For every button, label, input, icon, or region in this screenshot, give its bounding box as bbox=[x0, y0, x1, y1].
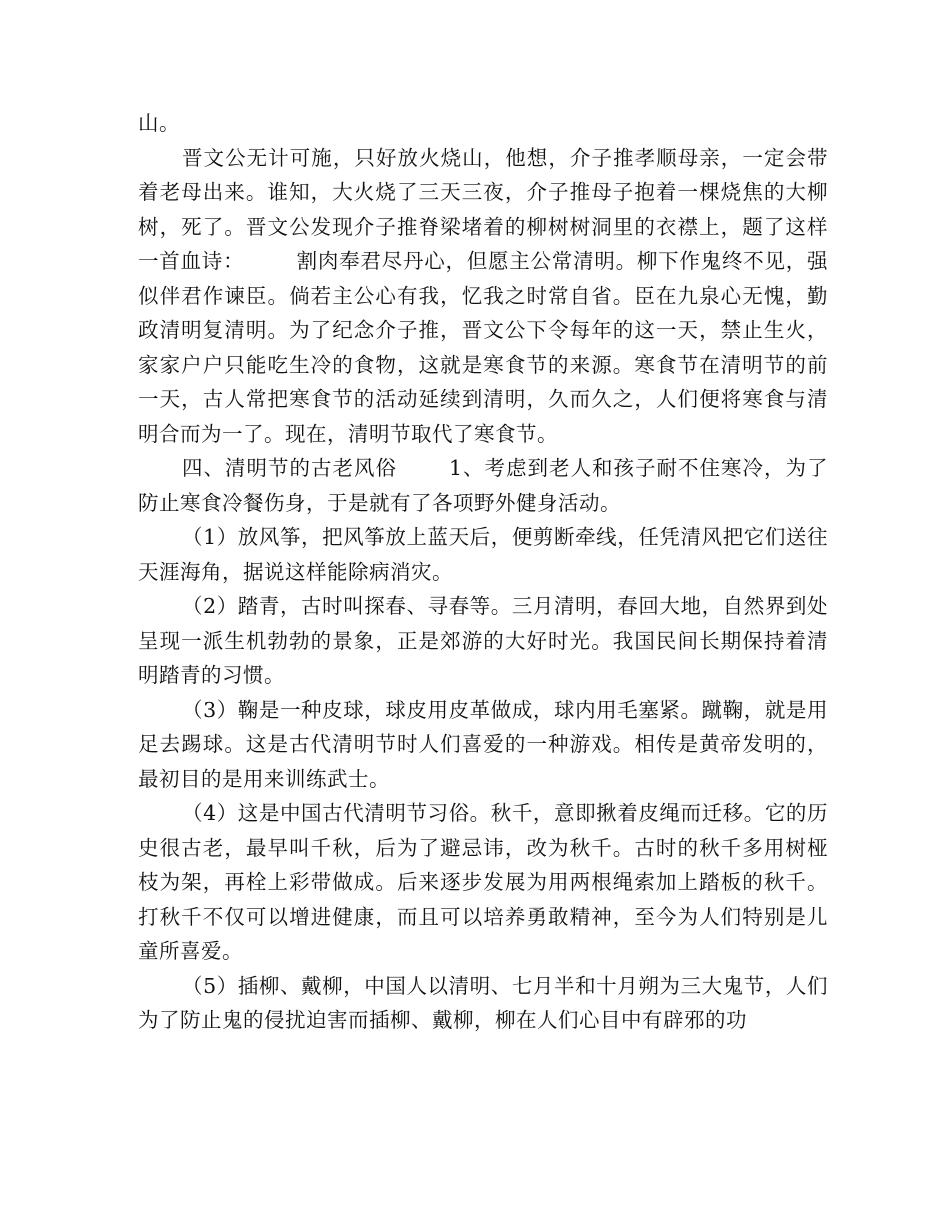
paragraph-cuju bbox=[138, 693, 828, 797]
paragraph-text: （4）这是中国古代清明节习俗。秋千，意即揪着皮绳而迁移。它的历史很古老，最早叫千秋，后为了避忌讳，改为秋千。古时的秋千多用树桠枝为架，再栓上彩带做成。后来逐步发展为用两根绳索加上踏板的秋千。打秋千不仅可以增进健康，而且可以培养勇敢精神，至今为人们特别是儿童所喜爱。 bbox=[138, 801, 828, 963]
paragraph-customs-heading bbox=[138, 451, 828, 520]
document-body bbox=[138, 106, 828, 1038]
paragraph-kite bbox=[138, 520, 828, 589]
paragraph-willow bbox=[138, 969, 828, 1038]
paragraph-text: （1）放风筝，把风筝放上蓝天后，便剪断牵线，任凭清风把它们送往天涯海角，据说这样能除病消灾。 bbox=[138, 525, 828, 584]
paragraph-outing bbox=[138, 589, 828, 693]
paragraph-text: （3）鞠是一种皮球，球皮用皮革做成，球内用毛塞紧。蹴鞠，就是用足去踢球。这是古代清明节时人们喜爱的一种游戏。相传是黄帝发明的，最初目的是用来训练武士。 bbox=[138, 697, 828, 791]
paragraph-text: 山。 bbox=[138, 111, 180, 135]
paragraph-text: （5）插柳、戴柳，中国人以清明、七月半和十月朔为三大鬼节，人们为了防止鬼的侵扰迫害而插柳、戴柳，柳在人们心目中有辟邪的功 bbox=[138, 973, 828, 1032]
paragraph-swing bbox=[138, 796, 828, 969]
blood-poem-text: 割肉奉君尽丹心，但愿主公常清明。柳下作鬼终不见，强似伴君作谏臣。倘若主公心有我，忆我之时常自省。臣在九泉心无愧，勤政清明复清明。为了纪念介子推，晋文公下令每年的这一天，禁止生火，家家户户只能吃生冷的食物，这就是寒食节的来源。寒食节在清明节的前一天，古人常把寒食节的活动延续到清明，久而久之，人们便将寒食与清明合而为一了。现在，清明节取代了寒食节。 bbox=[138, 249, 829, 446]
paragraph-text: 1、考虑到老人和孩子耐不住寒冷，为了防止寒食冷餐伤身，于是就有了各项野外健身活动。 bbox=[138, 456, 828, 515]
paragraph-jinwengong bbox=[138, 141, 828, 452]
paragraph-text: （2）踏青，古时叫探春、寻春等。三月清明，春回大地，自然界到处呈现一派生机勃勃的景象，正是郊游的大好时光。我国民间长期保持着清明踏青的习惯。 bbox=[138, 594, 828, 687]
paragraph-text: 晋文公无计可施，只好放火烧山，他想，介子推孝顺母亲，一定会带着老母出来。谁知，大火烧了三天三夜，介子推母子抱着一棵烧焦的大柳树，死了。晋文公发现介子推脊梁堵着的柳树树洞里的衣襟上，题了这样一首血诗： bbox=[138, 145, 828, 273]
section-heading: 四、清明节的古老风俗 bbox=[182, 456, 397, 480]
paragraph-continuation bbox=[138, 106, 828, 141]
